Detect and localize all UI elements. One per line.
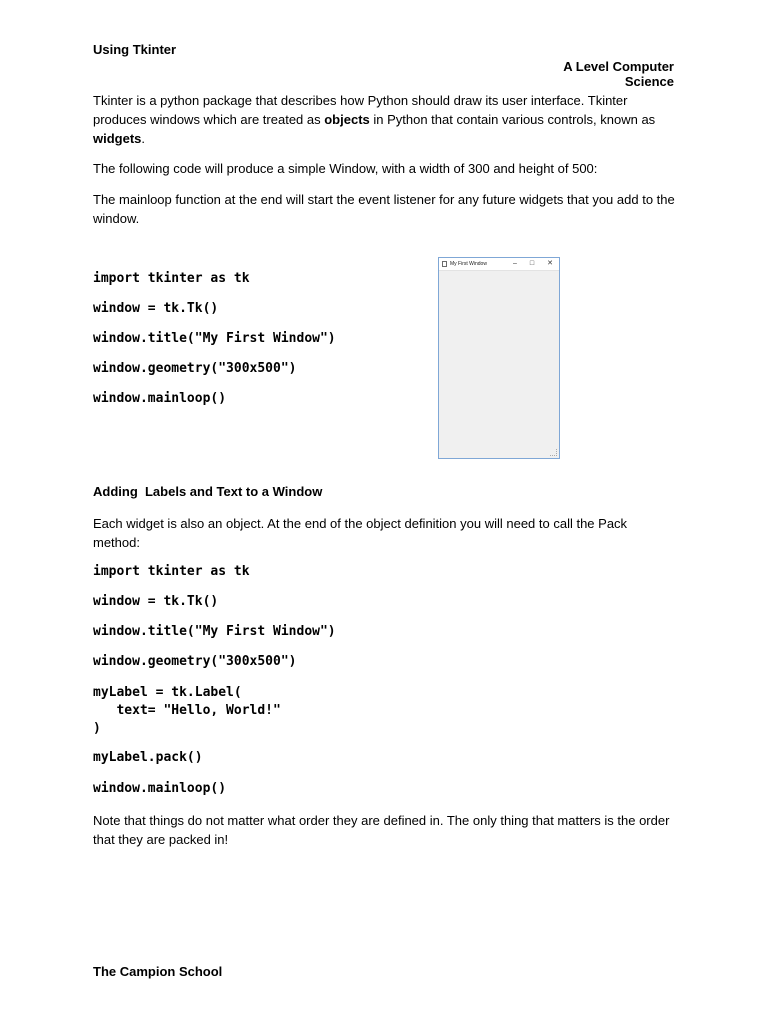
code2-line-label: myLabel = tk.Label( text= "Hello, World!" ) bbox=[93, 685, 281, 736]
code1-line-title: window.title("My First Window") bbox=[93, 331, 336, 346]
widget-object-paragraph: Each widget is also an object. At the end of the object definition you will need to call the Pack method: bbox=[93, 516, 628, 550]
code1-line-geometry: window.geometry("300x500") bbox=[93, 361, 297, 376]
code-intro-paragraph: The following code will produce a simple Window, with a width of 300 and height of 500: bbox=[93, 161, 598, 176]
intro-text-2: in Python that contain various controls, known as bbox=[369, 112, 656, 127]
mainloop-paragraph: The mainloop function at the end will start the event listener for any future widgets that you add to the window. bbox=[93, 192, 675, 226]
code1-line-mainloop: window.mainloop() bbox=[93, 391, 227, 406]
tk-window-titlebar bbox=[439, 258, 559, 271]
tk-window-preview bbox=[438, 257, 560, 459]
intro-text-1: Tkinter is a python package that describes how Python should draw its user interface. Tkinter produces windows which are treated as bbox=[93, 93, 628, 127]
close-icon: ✕ bbox=[547, 260, 553, 267]
code2-line-import: import tkinter as tk bbox=[93, 564, 250, 579]
intro-objects-term: objects bbox=[324, 112, 370, 127]
minimize-icon: – bbox=[513, 260, 517, 267]
footer-school: The Campion School bbox=[93, 964, 223, 979]
feather-icon bbox=[442, 261, 447, 267]
code1-line-window: window = tk.Tk() bbox=[93, 301, 219, 316]
note-paragraph: Note that things do not matter what order they are defined in. The only thing that matters is the order that they are packed in! bbox=[93, 813, 670, 847]
intro-paragraph bbox=[93, 91, 675, 148]
section-heading: Adding Labels and Text to a Window bbox=[93, 484, 323, 499]
maximize-icon: □ bbox=[529, 260, 535, 267]
code2-line-geometry: window.geometry("300x500") bbox=[93, 654, 297, 669]
resize-grip-icon bbox=[550, 449, 557, 456]
code2-line-window: window = tk.Tk() bbox=[93, 594, 219, 609]
tk-window-title: My First Window bbox=[450, 261, 487, 267]
code2-line-pack: myLabel.pack() bbox=[93, 750, 203, 765]
code2-line-title: window.title("My First Window") bbox=[93, 624, 336, 639]
code1-line-import: import tkinter as tk bbox=[93, 271, 250, 286]
header-subject: A Level Computer Science bbox=[563, 59, 674, 89]
code2-line-mainloop: window.mainloop() bbox=[93, 781, 227, 796]
header-title: Using Tkinter bbox=[93, 42, 177, 57]
intro-widgets-term: widgets bbox=[93, 131, 142, 146]
intro-text-end: . bbox=[141, 131, 146, 146]
